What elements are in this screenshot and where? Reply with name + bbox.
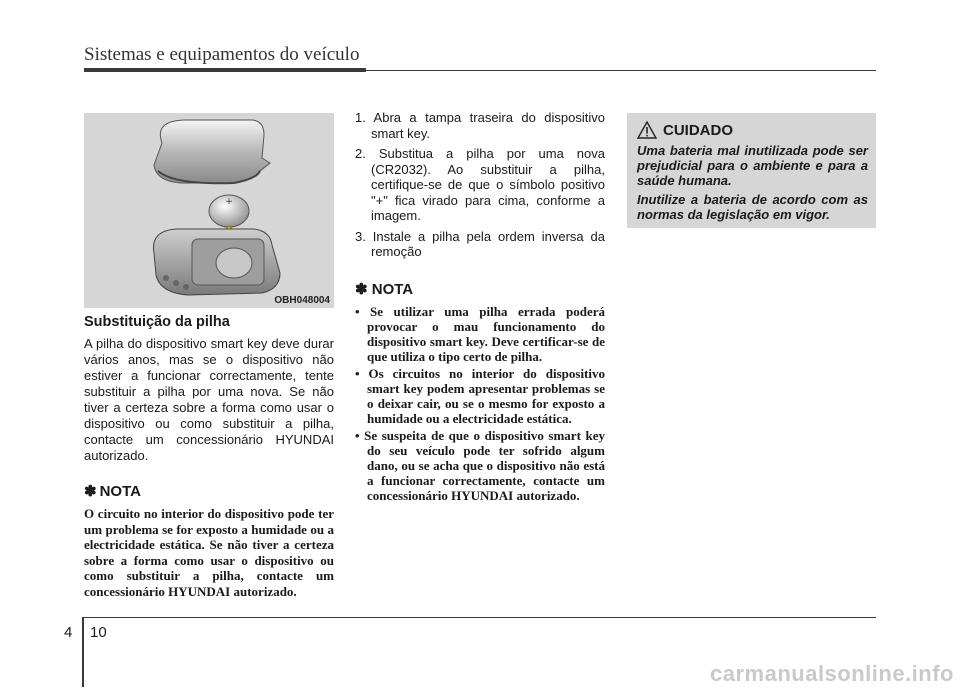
note-bullet: • Se suspeita de que o dispositivo smart key do seu veículo pode ter sofrido algum dano, ou se acha que o dispositivo não está a funcionar correctamente, contacte um concessionário HYUNDAI autorizado. (355, 427, 605, 503)
note-bullet: • Os circuitos no interior do dispositivo smart key podem apresentar problemas se o deixar cair, ou se o mesmo for exposto a humidade ou a electricidade estática. (355, 365, 605, 426)
caution-box (627, 113, 876, 228)
section-heading: Substituição da pilha (84, 314, 230, 330)
note-star-icon: ✽ (84, 483, 97, 500)
key-body (153, 229, 280, 295)
column-left (84, 314, 334, 599)
step-item: 3. Instale a pilha pela ordem inversa da remoção (355, 228, 605, 259)
step-item: 2. Substitua a pilha por uma nova (CR2032). Ao substituir a pilha, certifique-se de que o símbolo positivo "+" fica virado para cima, conforme a imagem. (355, 146, 605, 223)
step-item: 1. Abra a tampa traseira do dispositivo smart key. (355, 110, 605, 141)
header-rule-thin (366, 70, 876, 71)
note-bullet-list (355, 304, 605, 503)
caution-text: Inutilize a bateria de acordo com as normas da legislação em vigor. (637, 192, 868, 222)
watermark: carmanualsonline.info (710, 661, 954, 686)
chapter-number: 4 (64, 624, 73, 641)
column-middle (355, 110, 605, 505)
note-heading-label: NOTA (99, 483, 141, 500)
note-heading-label: NOTA (371, 280, 414, 298)
smart-key-illustration (84, 113, 334, 308)
note-heading (84, 482, 334, 500)
note-star-icon: ✽ (355, 280, 368, 298)
steps-list (355, 110, 605, 260)
warning-triangle-icon (637, 121, 657, 139)
caution-title: CUIDADO (663, 121, 733, 139)
caution-text: Uma bateria mal inutilizada pode ser prejudicial para o ambiente e para a saúde humana. (637, 143, 868, 188)
footer-divider (82, 617, 84, 687)
page-header-title: Sistemas e equipamentos do veículo (84, 44, 360, 65)
header-rule (84, 68, 366, 72)
footer-rule (84, 617, 876, 618)
note-text: O circuito no interior do dispositivo pode ter um problema se for exposto a humidade ou a electricidade estática. Se não tiver a certeza sobre a forma como usar o dispositivo ou como substituir a pilha, contacte um concessionário HYUNDAI autorizado. (84, 506, 334, 599)
section-body: A pilha do dispositivo smart key deve durar vários anos, mas se o dispositivo não estiver a funcionar correctamente, tente substituir a pilha por uma nova. Se não tiver a certeza sobre a forma como usar o dispositivo ou como substituir a pilha, contacte um concessionário HYUNDAI autorizado. (84, 336, 334, 463)
page-number: 10 (90, 624, 107, 641)
key-cover (154, 120, 270, 183)
smart-key-battery-figure (84, 113, 334, 308)
note-heading (355, 280, 605, 298)
svg-text:+: + (225, 197, 233, 207)
note-bullet: • Se utilizar uma pilha errada poderá provocar o mau funcionamento do dispositivo smart key. Deve certificar-se de que utiliza o tipo certo de pilha. (355, 303, 605, 364)
figure-code: OBH048004 (274, 295, 330, 306)
caution-header (637, 121, 868, 139)
coin-battery (209, 195, 249, 227)
